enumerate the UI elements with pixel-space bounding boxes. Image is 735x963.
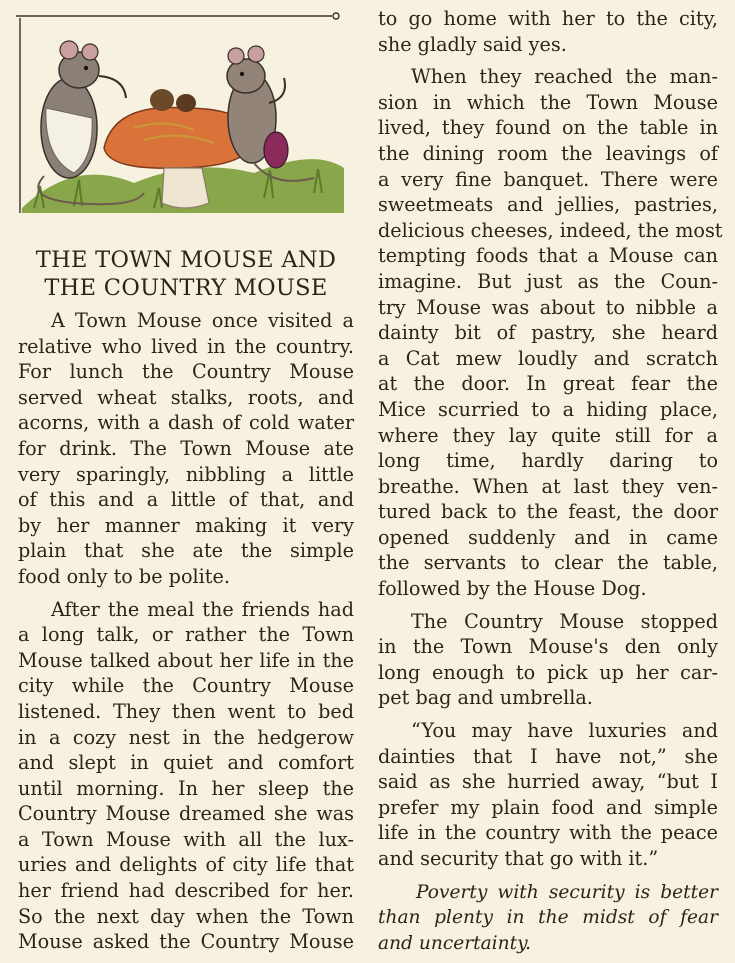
text-line: by her manner making it very: [18, 513, 354, 537]
text-line: For lunch the Country Mouse: [18, 360, 354, 384]
paragraph: [18, 597, 354, 955]
text-line: a long talk, or rather the Town: [18, 623, 354, 647]
text-line: Mice scurried to a hiding place,: [378, 397, 718, 421]
text-line: opened suddenly and in came: [378, 525, 718, 549]
text-line: tured back to the feast, the door: [378, 500, 718, 524]
moral-line: than plenty in the midst of fear: [378, 907, 718, 929]
text-line: try Mouse was about to nibble a: [378, 295, 718, 319]
paragraph: [378, 6, 718, 57]
text-line: After the meal the friends had: [51, 597, 354, 621]
story-moral: [378, 880, 718, 957]
text-line: at the door. In great fear the: [378, 372, 718, 396]
text-line: prefer my plain food and simple: [378, 795, 718, 819]
title-line-1: THE TOWN MOUSE AND: [35, 247, 337, 273]
text-line: city while the Country Mouse: [18, 674, 354, 698]
text-line: where they lay quite still for a: [378, 423, 718, 447]
text-line: in a cozy nest in the hedgerow: [18, 725, 354, 749]
text-line: for drink. The Town Mouse ate: [18, 436, 354, 460]
text-line: acorns, with a dash of cold water: [18, 411, 354, 435]
text-line: and slept in quiet and comfort: [18, 751, 354, 775]
text-line: a Cat mew loudly and scratch: [378, 346, 718, 370]
title-line-2: THE COUNTRY MOUSE: [44, 275, 328, 301]
paragraph: [378, 718, 718, 872]
paragraph: [18, 308, 354, 590]
text-line: of this and a little of that, and: [18, 488, 354, 512]
moral-line: and uncertainty.: [378, 932, 532, 954]
text-line: uries and delights of city life that: [18, 853, 354, 877]
text-line: the servants to clear the table,: [378, 551, 718, 575]
text-line: delicious cheeses, indeed, the most: [378, 218, 723, 242]
text-line: she gladly said yes.: [378, 32, 567, 56]
text-line: followed by the House Dog.: [378, 577, 647, 601]
text-line: Mouse asked the Country Mouse: [18, 930, 354, 954]
text-line: “You may have luxuries and: [411, 719, 718, 743]
text-line: When they reached the man-: [411, 65, 718, 89]
text-line: served wheat stalks, roots, and: [18, 385, 354, 409]
text-line: So the next day when the Town: [18, 904, 354, 928]
moral-line: Poverty with security is better: [416, 881, 718, 903]
text-line: said as she hurried away, “but I: [378, 770, 718, 794]
text-line: in the Town Mouse's den only: [378, 635, 718, 659]
text-line: listened. They then went to bed: [18, 699, 354, 723]
right-column: [378, 6, 723, 963]
paragraph: [378, 609, 718, 711]
text-line: a Town Mouse with all the lux-: [18, 827, 354, 851]
text-line: dainties that I have not,” she: [378, 744, 718, 768]
text-line: the dining room the leavings of: [378, 141, 718, 165]
text-line: Country Mouse dreamed she was: [18, 802, 354, 826]
text-line: breathe. When at last they ven-: [378, 474, 718, 498]
text-line: a very fine banquet. There were: [378, 167, 718, 191]
text-line: plain that she ate the simple: [18, 539, 354, 563]
text-line: life in the country with the peace: [378, 821, 718, 845]
text-line: her friend had described for her.: [18, 879, 354, 903]
left-column: [18, 246, 354, 962]
text-line: very sparingly, nibbling a little: [18, 462, 354, 486]
text-line: relative who lived in the country.: [18, 334, 354, 358]
story-title: [18, 246, 354, 302]
text-line: pet bag and umbrella.: [378, 686, 593, 710]
text-line: sion in which the Town Mouse: [378, 90, 718, 114]
text-line: The Country Mouse stopped: [411, 609, 718, 633]
text-line: dainty bit of pastry, she heard: [378, 321, 718, 345]
mice-illustration: [14, 8, 352, 218]
text-line: long enough to pick up her car-: [378, 660, 718, 684]
text-line: to go home with her to the city,: [378, 7, 718, 30]
text-line: long time, hardly daring to: [378, 449, 718, 473]
text-line: Mouse talked about her life in the: [18, 648, 354, 672]
text-line: imagine. But just as the Coun-: [378, 269, 718, 293]
text-line: food only to be polite.: [18, 564, 230, 588]
right-paragraphs: [378, 6, 723, 872]
text-line: A Town Mouse once visited a: [51, 309, 354, 332]
text-line: lived, they found on the table in: [378, 116, 718, 140]
text-line: until morning. In her sleep the: [18, 776, 354, 800]
text-line: sweetmeats and jellies, pastries,: [378, 193, 718, 217]
text-line: tempting foods that a Mouse can: [378, 244, 718, 268]
paragraph: [378, 64, 723, 601]
text-line: and security that go with it.”: [378, 847, 659, 870]
left-paragraphs: [18, 308, 354, 955]
